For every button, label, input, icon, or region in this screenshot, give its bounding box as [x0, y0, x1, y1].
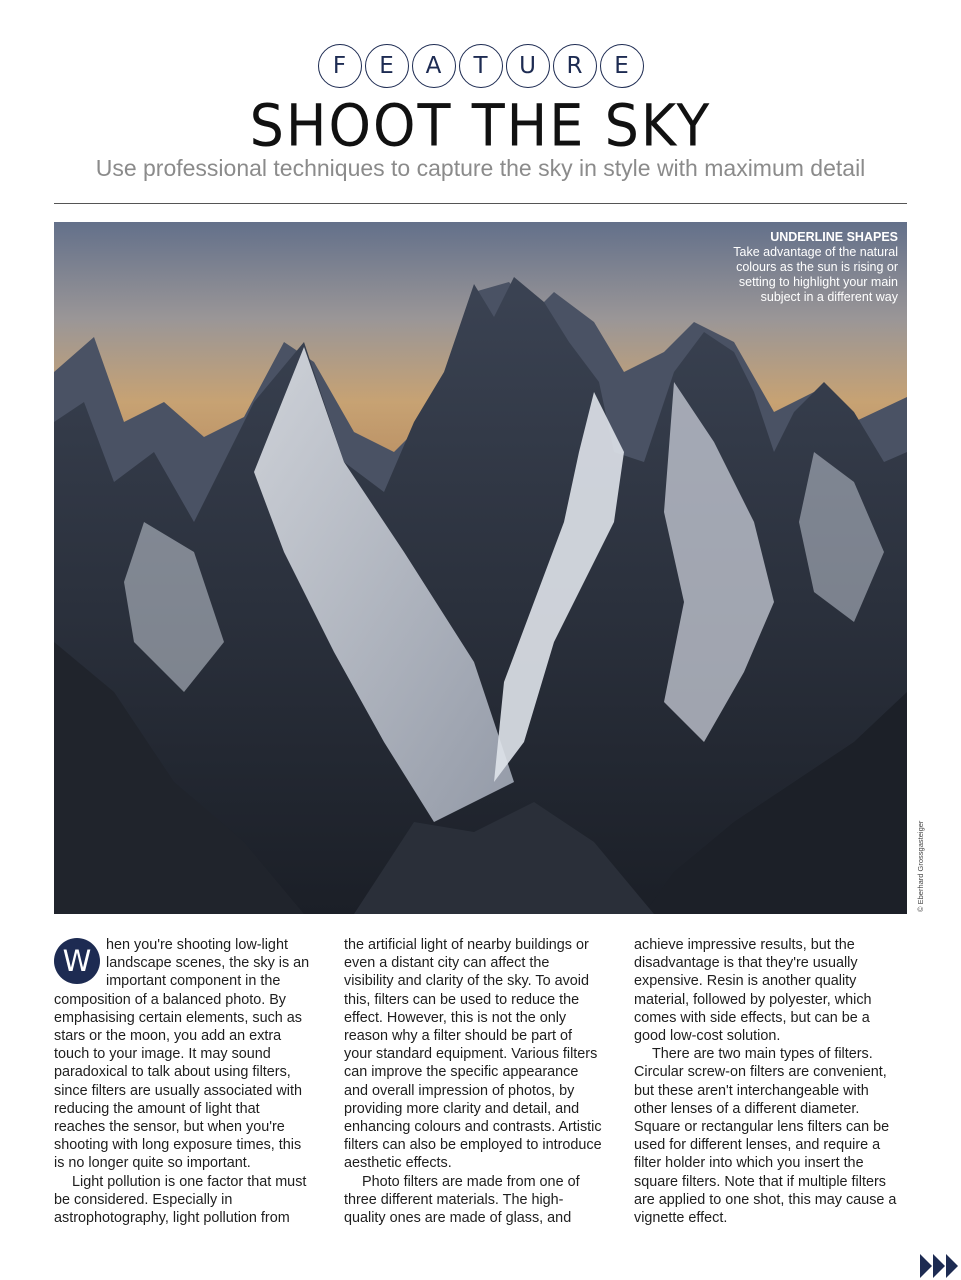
page-title: SHOOT THE SKY — [249, 91, 712, 160]
body-column-1 — [54, 936, 312, 1227]
drop-cap: W — [54, 938, 100, 984]
mountain-photo — [54, 222, 907, 914]
feature-kicker — [0, 44, 961, 88]
kicker-letter: R — [553, 44, 597, 88]
body-paragraph: achieve impressive results, but the disadvantage is that they're usually expensive. Resin is another quality material, followed by polyester, which comes with side effects, but can be a good low-cost solution. — [634, 937, 872, 1045]
continue-arrows-icon — [920, 1254, 958, 1278]
kicker-letter: E — [600, 44, 644, 88]
body-paragraph: There are two main types of filters. Circular screw-on filters are convenient, but these aren't interchangeable with other lenses of a different diameter. Square or rectangular lens filters can be used for different lenses, and require a filter holder into which you insert the square filters. Note that if multiple filters are applied to one shot, this may cause a vignette effect. — [634, 1046, 897, 1227]
divider — [54, 203, 907, 204]
photo-caption — [708, 230, 898, 305]
body-column-2 — [344, 936, 602, 1227]
photo-credit: © Eberhard Grossgasteiger — [916, 820, 925, 912]
kicker-letter: F — [318, 44, 362, 88]
body-paragraph: the artificial light of nearby buildings or even a distant city can affect the visibility and clarity of the sky. To avoid this, filters can be used to reduce the effect. However, this is not the only reason why a filter should be part of your standard equipment. Various filters can improve the specific appearance and overall impression of photos, by providing more clarity and detail, and enhancing colours and contrasts. Artistic filters can also be employed to introduce aesthetic effects. — [344, 937, 602, 1172]
caption-text: Take advantage of the natural colours as the sun is rising or setting to highlight your main subject in a different way — [733, 245, 898, 304]
standfirst: Use professional techniques to capture the sky in style with maximum detail — [95, 155, 866, 181]
caption-title: UNDERLINE SHAPES — [770, 230, 898, 244]
kicker-letter: A — [412, 44, 456, 88]
kicker-letter: E — [365, 44, 409, 88]
body-paragraph: Light pollution is one factor that must be considered. Especially in astrophotography, light pollution from — [54, 1173, 307, 1227]
body-column-3 — [634, 936, 904, 1227]
body-paragraph: hen you're shooting low-light landscape scenes, the sky is an important component in the composition of a balanced photo. By emphasising certain elements, such as stars or the moon, you add an extra touch to your image. It may sound paradoxical to talk about using filters, since filters are usually associated with reducing the amount of light that reaches the sensor, but when you're shooting with long exposure times, this is no longer quite so important. — [54, 937, 310, 1172]
kicker-letter: U — [506, 44, 550, 88]
mountain-illustration — [54, 222, 907, 914]
body-paragraph: Photo filters are made from one of three different materials. The high-quality ones are made of glass, and — [344, 1173, 580, 1227]
kicker-letter: T — [459, 44, 503, 88]
